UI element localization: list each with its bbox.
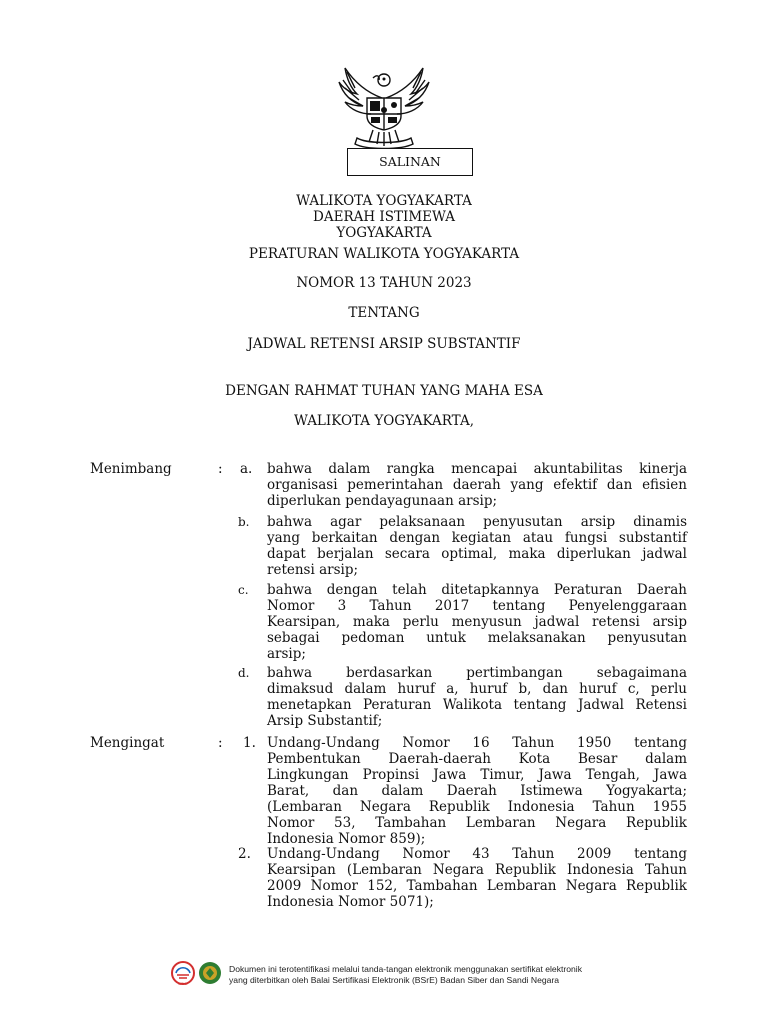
footer-line-1: Dokumen ini terotentifikasi melalui tanda-tangan elektronik menggunakan sertifikat elektronik: [229, 964, 583, 974]
mengingat-item-1: [267, 735, 687, 847]
footer-certification-text: [229, 964, 609, 986]
text-line: Undang-Undang Nomor 16 Tahun 1950 tentang: [267, 735, 687, 751]
authority-line-1: WALIKOTA YOGYAKARTA: [296, 193, 472, 209]
invocation: DENGAN RAHMAT TUHAN YANG MAHA ESA: [225, 383, 543, 399]
text-line: bahwa berdasarkan pertimbangan sebagaimana: [267, 665, 687, 681]
issuer: WALIKOTA YOGYAKARTA,: [293, 413, 474, 429]
text-line: Nomor 3 Tahun 2017 tentang Penyelenggaraan: [267, 598, 687, 614]
text-line: arsip;: [267, 646, 306, 662]
text-line: Kearsipan, maka perlu menyusun jadwal retensi arsip: [267, 614, 687, 630]
text-line: dimaksud dalam huruf a, huruf b, dan huruf c, perlu: [267, 681, 687, 697]
text-line: yang berkaitan dengan kegiatan atau fungsi substantif: [267, 530, 687, 546]
text-line: Barat, dan dalam Daerah Istimewa Yogyakarta;: [267, 783, 687, 799]
menimbang-label: Menimbang: [90, 461, 172, 477]
menimbang-colon: :: [218, 461, 223, 477]
text-line: Indonesia Nomor 859);: [267, 831, 426, 847]
regulation-type: PERATURAN WALIKOTA YOGYAKARTA: [248, 246, 520, 262]
bsre-logo-text: BSrE: [178, 981, 188, 986]
text-line: Indonesia Nomor 5071);: [267, 894, 434, 910]
menimbang-marker-d: d.: [238, 666, 250, 680]
bsre-logo-icon: [170, 960, 226, 986]
menimbang-item-d: [267, 665, 687, 729]
menimbang-item-c: [267, 582, 687, 662]
regulation-about: TENTANG: [348, 305, 420, 321]
menimbang-marker-c: c.: [238, 583, 249, 597]
regulation-number: NOMOR 13 TAHUN 2023: [296, 275, 472, 291]
menimbang-marker-b: b.: [238, 515, 250, 529]
salinan-label: SALINAN: [347, 148, 473, 176]
text-line: 2009 Nomor 152, Tambahan Lembaran Negara Republik: [267, 878, 687, 894]
menimbang-item-b: [267, 514, 687, 578]
text-line: diperlukan pendayagunaan arsip;: [267, 493, 498, 509]
text-line: Pembentukan Daerah-daerah Kota Besar dalam: [267, 751, 687, 767]
menimbang-item-a: [267, 461, 687, 509]
text-line: organisasi pemerintahan daerah yang efektif dan efisien: [267, 477, 687, 493]
authority-line-3: YOGYAKARTA: [336, 225, 432, 241]
text-line: Arsip Substantif;: [267, 713, 383, 729]
regulation-subject: JADWAL RETENSI ARSIP SUBSTANTIF: [247, 336, 521, 352]
menimbang-marker-a: a.: [240, 461, 253, 477]
text-line: Undang-Undang Nomor 43 Tahun 2009 tentang: [267, 846, 687, 862]
text-line: bahwa dalam rangka mencapai akuntabilitas kinerja: [267, 461, 687, 477]
mengingat-label: Mengingat: [90, 735, 165, 751]
text-line: (Lembaran Negara Republik Indonesia Tahun 1955: [267, 799, 687, 815]
mengingat-colon: :: [218, 735, 223, 751]
text-line: retensi arsip;: [267, 562, 359, 578]
mengingat-item-2: [267, 846, 687, 910]
text-line: menetapkan Peraturan Walikota tentang Jadwal Retensi: [267, 697, 687, 713]
text-line: Nomor 53, Tambahan Lembaran Negara Republik: [267, 815, 687, 831]
authority-line-2: DAERAH ISTIMEWA: [313, 209, 455, 225]
text-line: sebagai pedoman untuk melaksanakan penyusutan: [267, 630, 687, 646]
text-line: Kearsipan (Lembaran Negara Republik Indonesia Tahun: [267, 862, 687, 878]
mengingat-marker-1: 1.: [243, 735, 256, 751]
text-line: bahwa dengan telah ditetapkannya Peraturan Daerah: [267, 582, 687, 598]
mengingat-marker-2: 2.: [238, 846, 251, 862]
text-line: bahwa agar pelaksanaan penyusutan arsip dinamis: [267, 514, 687, 530]
text-line: Lingkungan Propinsi Jawa Timur, Jawa Tengah, Jawa: [267, 767, 687, 783]
garuda-emblem-icon: [333, 58, 435, 148]
text-line: dapat berjalan secara optimal, maka diperlukan jadwal: [267, 546, 687, 562]
footer-line-2: yang diterbitkan oleh Balai Sertifikasi Elektronik (BSrE) Badan Siber dan Sandi Negara: [229, 975, 560, 985]
